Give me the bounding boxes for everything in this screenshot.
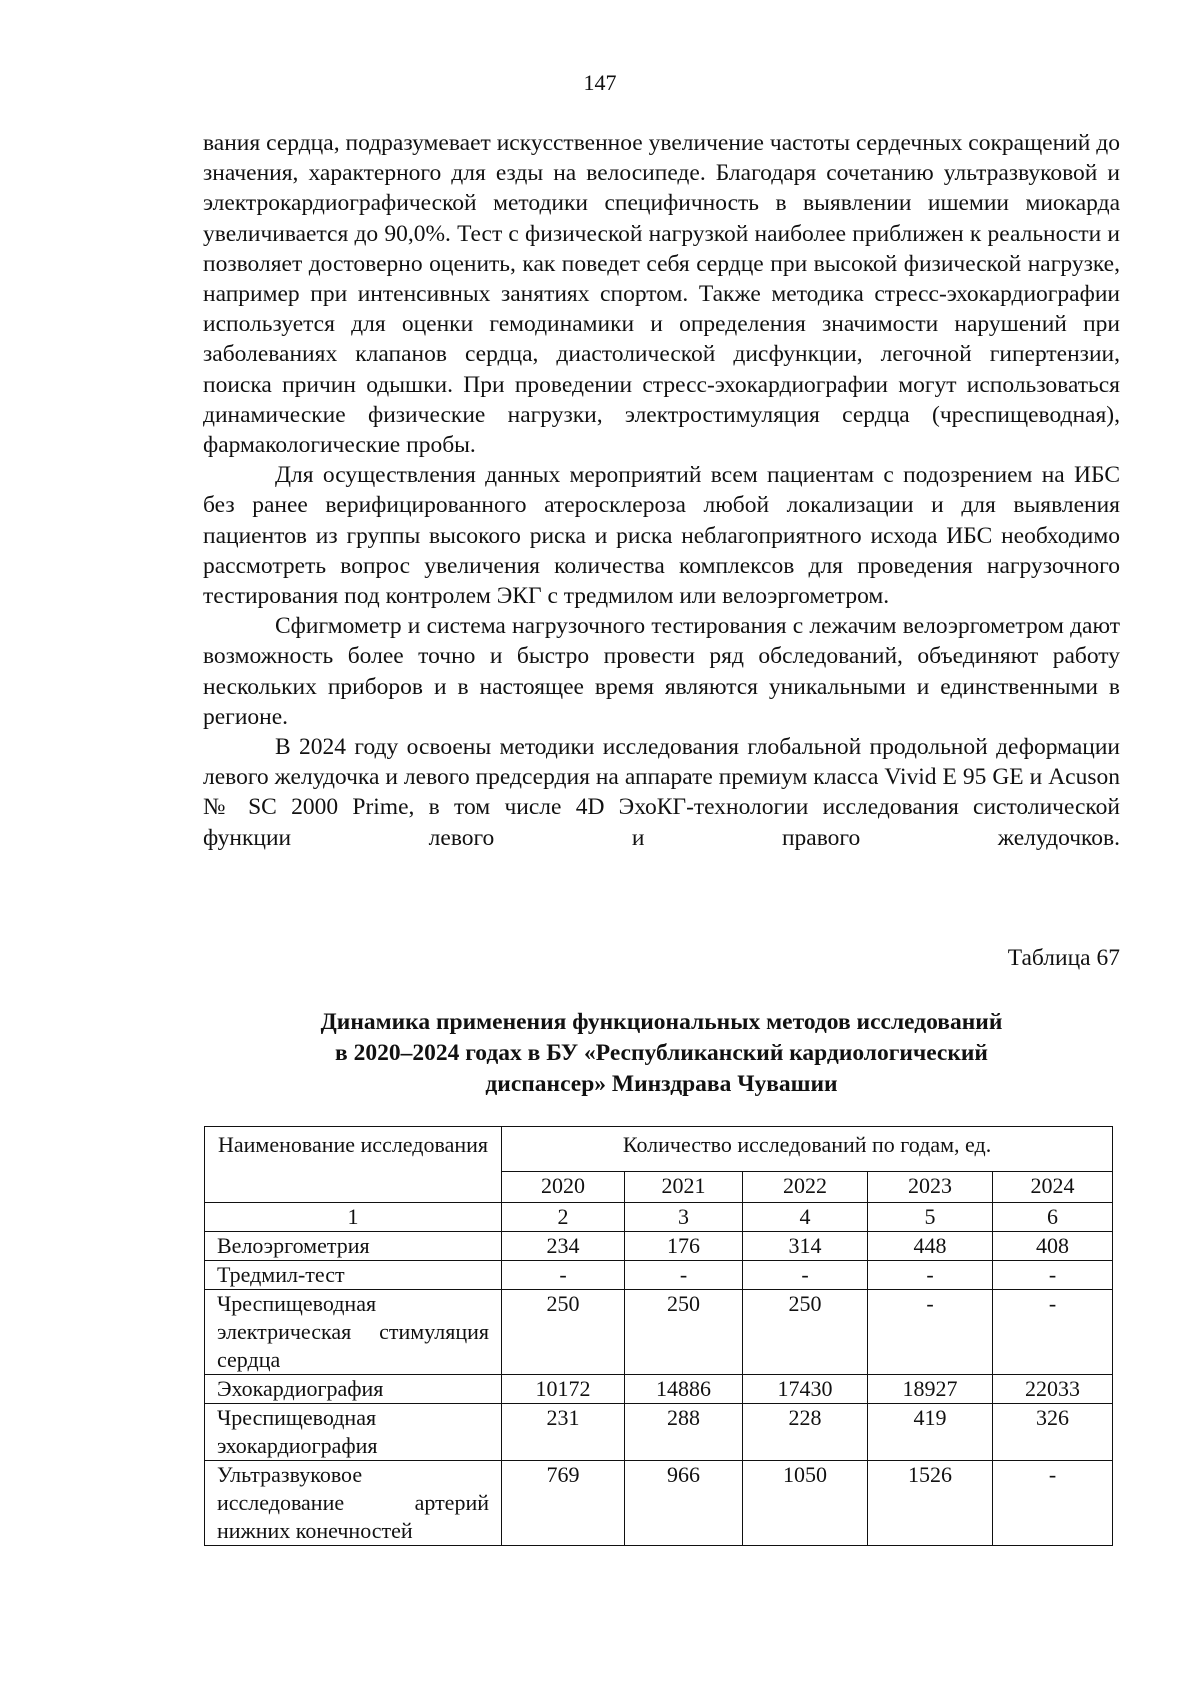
row-value: 1050 bbox=[743, 1461, 868, 1546]
row-value: 234 bbox=[502, 1232, 625, 1261]
row-value: 17430 bbox=[743, 1375, 868, 1404]
table-row bbox=[205, 1232, 1113, 1261]
row-value: 250 bbox=[625, 1290, 743, 1375]
header-year: 2020 bbox=[502, 1172, 625, 1203]
row-value: - bbox=[868, 1290, 993, 1375]
row-name: Эхокардиография bbox=[205, 1375, 502, 1404]
row-value: 14886 bbox=[625, 1375, 743, 1404]
row-value: 176 bbox=[625, 1232, 743, 1261]
table-title-line: диспансер» Минздрава Чувашии bbox=[485, 1071, 838, 1097]
table-title-line: в 2020–2024 годах в БУ «Республиканский кардиологический bbox=[335, 1040, 988, 1066]
row-name: Ультразвуковое исследование артерий нижних конечностей bbox=[205, 1461, 502, 1546]
paragraph-2024-methods: В 2024 году освоены методики исследования глобальной продольной деформации левого желудочка и левого предсердия на аппарате премиум класса Vivid E 95 GE и Acuson № SC 2000 Prime, в том числе 4D ЭхоКГ-технологии исследования систолической функции левого и правого желудочков. bbox=[203, 734, 1120, 851]
header-year: 2024 bbox=[993, 1172, 1113, 1203]
page-number: 147 bbox=[583, 70, 617, 95]
row-name: Велоэргометрия bbox=[205, 1232, 502, 1261]
row-name: Чреспищеводная электрическая стимуляция сердца bbox=[205, 1290, 502, 1375]
row-value: 231 bbox=[502, 1404, 625, 1461]
table-title-line: Динамика применения функциональных методов исследований bbox=[320, 1009, 1003, 1035]
paragraph-sphygmometer: Сфигмометр и система нагрузочного тестирования с лежачим велоэргометром дают возможность более точно и быстро провести ряд обследований, объединяют работу нескольких приборов и в настоящее время являются уникальными и единственными в регионе. bbox=[203, 613, 1120, 730]
column-number: 1 bbox=[205, 1203, 502, 1232]
row-value: 18927 bbox=[868, 1375, 993, 1404]
paragraph-measures: Для осуществления данных мероприятий всем пациентам с подозрением на ИБС без ранее верифицированного атеросклероза любой локализации и для выявления пациентов из группы высокого риска и риска неблагоприятного исхода ИБС необходимо рассмотреть вопрос увеличения количества комплексов для проведения нагрузочного тестирования под контролем ЭКГ с тредмилом или велоэргометром. bbox=[203, 462, 1120, 610]
row-value: 250 bbox=[502, 1290, 625, 1375]
row-value: - bbox=[868, 1261, 993, 1290]
row-value: 408 bbox=[993, 1232, 1113, 1261]
header-study-name: Наименование исследования bbox=[205, 1127, 502, 1203]
data-table bbox=[204, 1126, 1113, 1546]
body-text bbox=[203, 128, 1120, 853]
row-value: 314 bbox=[743, 1232, 868, 1261]
row-value: - bbox=[993, 1261, 1113, 1290]
table-label: Таблица 67 bbox=[1007, 945, 1120, 971]
column-number: 5 bbox=[868, 1203, 993, 1232]
table-title bbox=[203, 1007, 1120, 1100]
row-value: 288 bbox=[625, 1404, 743, 1461]
table-header-row bbox=[205, 1127, 1113, 1172]
table-row bbox=[205, 1404, 1113, 1461]
paragraph-continuation: вания сердца, подразумевает искусственное увеличение частоты сердечных сокращений до значения, характерного для езды на велосипеде. Благодаря сочетанию ультразвуковой и электрокардиографической методики специфичность в выявлении ишемии миокарда увеличивается до 90,0%. Тест с физической нагрузкой наиболее приближен к реальности и позволяет достоверно оценить, как поведет себя сердце при высокой физической нагрузке, например при интенсивных занятиях спортом. Также методика стресс-эхокардиографии используется для оценки гемодинамики и определения значимости нарушений при заболеваниях клапанов сердца, диастолической дисфункции, легочной гипертензии, поиска причин одышки. При проведении стресс-эхокардиографии могут использоваться динамические физические нагрузки, электростимуляция сердца (чреспищеводная), фармакологические пробы. bbox=[203, 130, 1120, 459]
header-count-by-year: Количество исследований по годам, ед. bbox=[502, 1127, 1113, 1172]
table-row bbox=[205, 1290, 1113, 1375]
row-name: Тредмил-тест bbox=[205, 1261, 502, 1290]
table-row bbox=[205, 1461, 1113, 1546]
row-value: - bbox=[625, 1261, 743, 1290]
row-value: 22033 bbox=[993, 1375, 1113, 1404]
row-value: 419 bbox=[868, 1404, 993, 1461]
row-value: 326 bbox=[993, 1404, 1113, 1461]
table-row bbox=[205, 1261, 1113, 1290]
header-year: 2023 bbox=[868, 1172, 993, 1203]
column-number: 3 bbox=[625, 1203, 743, 1232]
row-value: 228 bbox=[743, 1404, 868, 1461]
header-year: 2021 bbox=[625, 1172, 743, 1203]
table-column-numbers-row bbox=[205, 1203, 1113, 1232]
row-name: Чреспищеводная эхокардиография bbox=[205, 1404, 502, 1461]
column-number: 2 bbox=[502, 1203, 625, 1232]
column-number: 4 bbox=[743, 1203, 868, 1232]
row-value: 10172 bbox=[502, 1375, 625, 1404]
row-value: - bbox=[743, 1261, 868, 1290]
row-value: 448 bbox=[868, 1232, 993, 1261]
table-row bbox=[205, 1375, 1113, 1404]
row-value: - bbox=[993, 1290, 1113, 1375]
column-number: 6 bbox=[993, 1203, 1113, 1232]
row-value: - bbox=[502, 1261, 625, 1290]
row-value: 769 bbox=[502, 1461, 625, 1546]
row-value: 966 bbox=[625, 1461, 743, 1546]
row-value: - bbox=[993, 1461, 1113, 1546]
row-value: 250 bbox=[743, 1290, 868, 1375]
header-year: 2022 bbox=[743, 1172, 868, 1203]
row-value: 1526 bbox=[868, 1461, 993, 1546]
